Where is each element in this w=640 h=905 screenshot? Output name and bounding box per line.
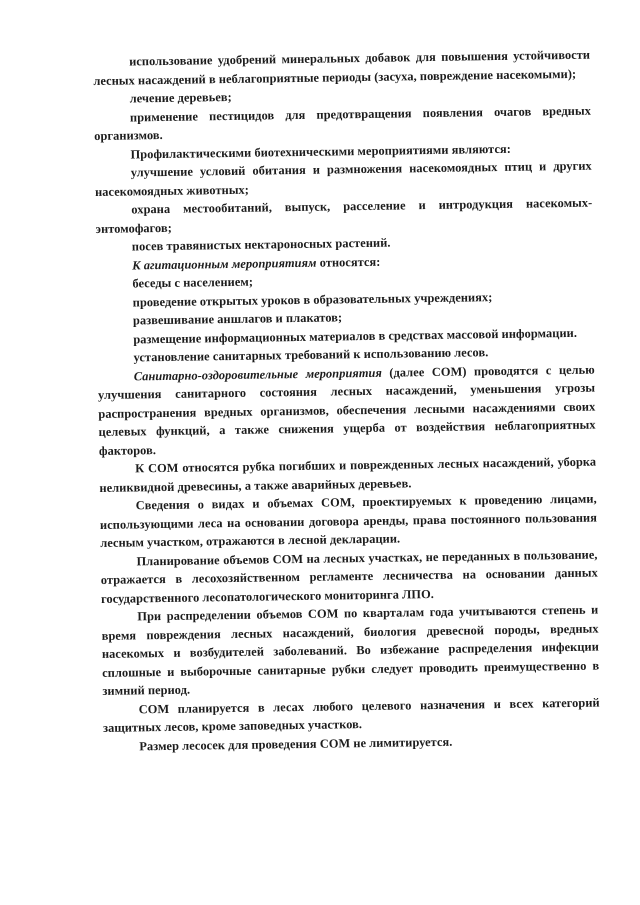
paragraph: лечение деревьев; [129,89,232,106]
paragraph [98,360,596,460]
paragraph: Размер лесосек для проведения СОМ не лимитируется. [139,734,453,753]
paragraph: При распределении объемов СОМ по кварталам года учитываются степень и время повреждения лесных насаждений, биология древесной породы, вредных насекомых и возбудителей заболеваний. Во избежание распределения инфекции сплошные и выборочные санитарные рубки следует проводить преимущественно в зимний период. [101,602,600,698]
paragraph: посев травянистых нектароносных растений. [131,235,391,254]
paragraph: Сведения о видах и объемах СОМ, проектируемых к проведению лицами, использующими леса на основании договора аренды, права постоянного пользования лесным участком, отражаются в лесной декларации. [99,491,598,550]
heading-agitation: К агитационным мероприятиям [132,255,317,272]
paragraph: улучшение условий обитания и размножения насекомоядных птиц и других насекомоядных животных; [94,158,592,199]
paragraph: охрана местообитаний, выпуск, расселение и интродукция насекомых-энтомофагов; [95,195,593,236]
paragraph: Планирование объемов СОМ на лесных участках, не переданных в пользование, отражается в лесохозяйственном регламенте лесничества на основании данных государственного лесопатологического мониторинга ЛПО. [100,547,598,606]
paragraph: установление санитарных требований к использованию лесов. [133,345,489,365]
paragraph: размещение информационных материалов в средствах массовой информации. [133,325,578,346]
document-body [93,46,600,756]
paragraph: развешивание аншлагов и плакатов; [132,310,343,328]
paragraph: Профилактическими биотехническими мероприятиями являются: [130,141,512,161]
paragraph-text: относятся: [316,254,381,270]
paragraph: использование удобрений минеральных добавок для повышения устойчивости лесных насаждений в неблагоприятные периоды (засуха, повреждение насекомыми); [93,47,591,88]
paragraph: применение пестицидов для предотвращения появления очагов вредных организмов. [94,103,592,143]
paragraph-text: (далее СОМ) проводятся с целью улучшения санитарного состояния лесных насаждений, уменьшения угрозы распространения вредных организмов, обеспечения лесными насаждениями своих целевых функций, а также снижения ущерба от воздействия неблагоприятных факторов. [97,362,596,458]
paragraph: проведение открытых уроков в образовательных учреждениях; [132,289,493,309]
paragraph: СОМ планируется в лесах любого целевого назначения и всех категорий защитных лесов, кроме заповедных участков. [102,695,600,735]
paragraph: беседы с населением; [132,274,254,291]
paragraph: К СОМ относятся рубка погибших и поврежденных лесных насаждений, уборка неликвидной древесины, а также аварийных деревьев. [99,454,597,495]
heading-sanitary: Санитарно-оздоровительные мероприятия [133,365,382,383]
